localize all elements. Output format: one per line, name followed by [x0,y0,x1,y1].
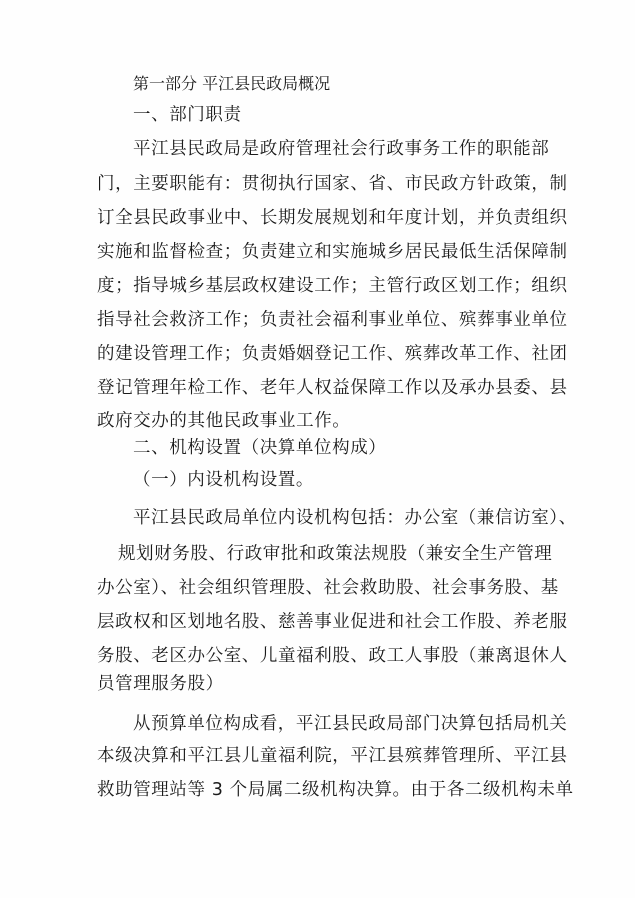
text-line: 指导社会救济工作；负责社会福利事业单位、殡葬事业单位 [97,310,568,330]
text-line: 平江县民政局单位内设机构包括：办公室（兼信访室）、 [133,508,577,528]
section-heading: 二、机构设置（决算单位构成） [133,438,387,458]
text-line: 员管理服务股） [97,674,224,694]
text-line: 订全县民政事业中、长期发展规划和年度计划，并负责组织 [97,208,568,228]
text-line: 救助管理站等 3 个局属二级机构决算。由于各二级机构未单 [97,780,574,800]
text-line: 规划财务股、行政审批和政策法规股（兼安全生产管理 [118,544,553,564]
text-line: 登记管理年检工作、老年人权益保障工作以及承办县委、县 [97,378,568,398]
section-heading: 一、部门职责 [133,105,242,125]
text-line: 实施和监督检查；负责建立和实施城乡居民最低生活保障制 [97,242,568,262]
text-line: 平江县民政局是政府管理社会行政事务工作的职能部 [133,139,550,159]
text-line: 务股、老区办公室、儿童福利股、政工人事股（兼离退休人 [97,646,568,666]
text-line: 本级决算和平江县儿童福利院，平江县殡葬管理所、平江县 [97,746,568,766]
text-line: 层政权和区划地名股、慈善事业促进和社会工作股、养老服 [97,612,568,632]
text-line: 度；指导城乡基层政权建设工作；主管行政区划工作；组织 [97,276,568,296]
subsection-heading: （一）内设机构设置。 [133,470,314,490]
text-line: 的建设管理工作；负责婚姻登记工作、殡葬改革工作、社团 [97,344,568,364]
text-line: 政府交办的其他民政事业工作。 [97,411,351,431]
part-title: 第一部分 平江县民政局概况 [133,74,331,93]
text-line: 从预算单位构成看，平江县民政局部门决算包括局机关 [133,714,568,734]
text-line: 办公室）、社会组织管理股、社会救助股、社会事务股、基 [97,578,559,598]
text-line: 门，主要职能有：贯彻执行国家、省、市民政方针政策，制 [97,174,568,194]
